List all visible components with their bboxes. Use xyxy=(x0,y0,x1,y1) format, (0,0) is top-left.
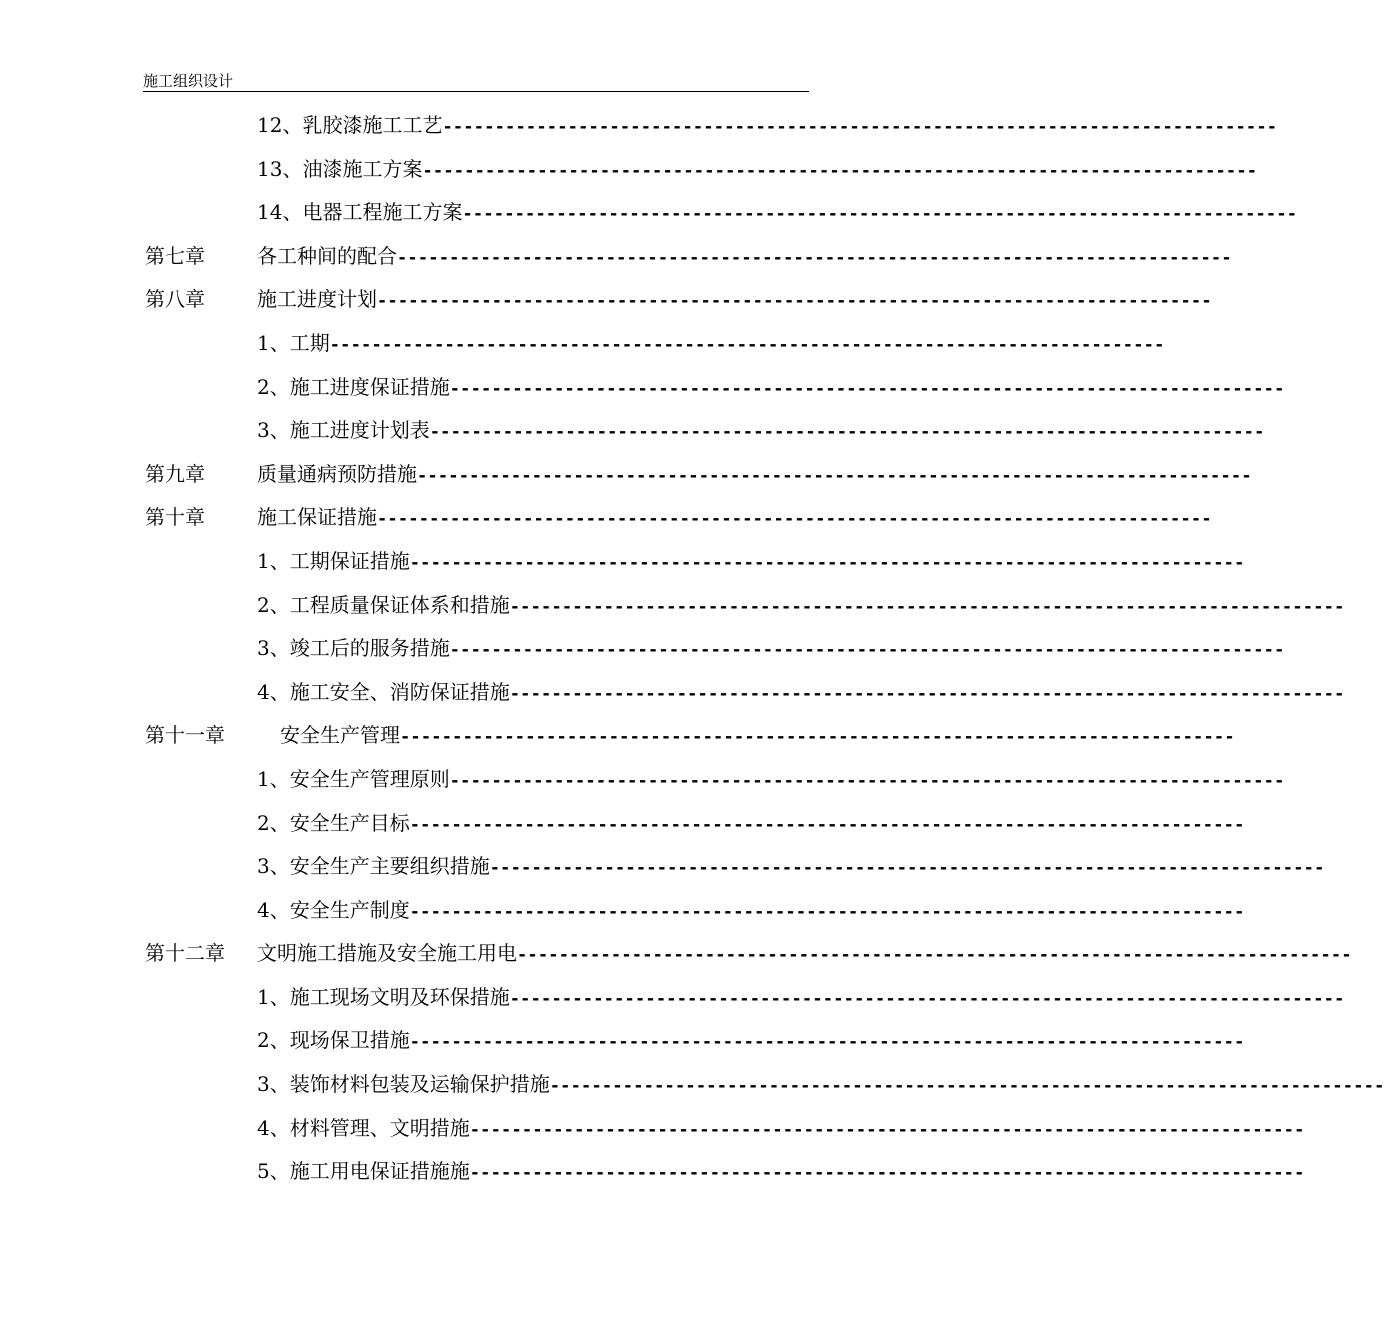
toc-section-row xyxy=(0,540,1245,584)
toc-entry xyxy=(257,366,1285,412)
toc-leader-dashes: -------------------------------------------------------------------------------- xyxy=(469,1119,1305,1140)
toc-section-row xyxy=(0,584,1345,628)
toc-entry xyxy=(257,278,1212,324)
toc-section-row xyxy=(0,845,1325,889)
toc-leader-dashes: -------------------------------------------------------------------------------- xyxy=(442,117,1278,137)
toc-leader-dashes: -------------------------------------------------------------------------------- xyxy=(489,858,1325,879)
toc-leader-dashes: -------------------------------------------------------------------------------- xyxy=(509,683,1345,704)
toc-entry-title: 施工进度计划 xyxy=(257,287,377,312)
toc-entry xyxy=(257,1019,1245,1065)
toc-leader-dashes: -------------------------------------------------------------------------------- xyxy=(422,160,1258,181)
toc-leader-dashes: -------------------------------------------------------------------------------- xyxy=(517,945,1352,966)
toc-leader-dashes: -------------------------------------------------------------------------------- xyxy=(449,378,1285,399)
toc-chapter-number: 第十章 xyxy=(145,505,205,530)
toc-section-row xyxy=(0,1150,1305,1194)
table-of-contents xyxy=(0,104,1385,1194)
toc-entry-title: 2、施工进度保证措施 xyxy=(257,374,450,399)
toc-leader-dashes: -------------------------------------------------------------------------------- xyxy=(462,204,1298,225)
toc-entry xyxy=(257,627,1285,673)
toc-entry xyxy=(257,889,1245,935)
toc-entry-title: 4、材料管理、文明措施 xyxy=(257,1115,470,1140)
toc-leader-dashes: -------------------------------------------------------------------------------- xyxy=(469,1163,1305,1184)
toc-entry-title: 3、装饰材料包装及运输保护措施 xyxy=(257,1072,550,1097)
toc-entry xyxy=(257,932,1352,978)
toc-entry-title: 4、施工安全、消防保证措施 xyxy=(257,679,510,704)
toc-entry xyxy=(257,1107,1305,1153)
page-header-title: 施工组织设计 xyxy=(143,72,234,90)
toc-entry-title: 2、安全生产目标 xyxy=(257,810,410,835)
toc-section-row xyxy=(0,148,1258,192)
toc-section-row xyxy=(0,889,1245,933)
toc-leader-dashes: -------------------------------------------------------------------------------- xyxy=(400,727,1235,748)
toc-leader-dashes: -------------------------------------------------------------------------------- xyxy=(377,291,1212,312)
toc-section-row xyxy=(0,191,1298,235)
toc-section-row xyxy=(0,104,1278,148)
toc-chapter-row xyxy=(0,932,1352,976)
toc-entry xyxy=(280,714,1235,760)
toc-leader-dashes: -------------------------------------------------------------------------------- xyxy=(509,596,1345,617)
toc-entry xyxy=(257,496,1212,542)
toc-chapter-row xyxy=(0,278,1212,322)
toc-chapter-row xyxy=(0,453,1252,497)
toc-entry xyxy=(257,148,1258,194)
toc-section-row xyxy=(0,366,1285,410)
toc-section-row xyxy=(0,976,1345,1020)
toc-entry xyxy=(257,235,1232,281)
toc-chapter-number: 第十二章 xyxy=(145,941,225,966)
toc-entry xyxy=(257,671,1345,717)
toc-leader-dashes: -------------------------------------------------------------------------------- xyxy=(329,334,1165,355)
toc-entry-title: 4、安全生产制度 xyxy=(257,897,410,922)
toc-leader-dashes: -------------------------------------------------------------------------------- xyxy=(409,901,1245,922)
toc-leader-dashes: -------------------------------------------------------------------------------- xyxy=(409,552,1245,573)
toc-entry xyxy=(257,322,1165,368)
toc-leader-dashes: -------------------------------------------------------------------------------- xyxy=(409,1032,1245,1053)
toc-entry-title: 1、工期保证措施 xyxy=(257,548,410,573)
toc-entry-title: 3、施工进度计划表 xyxy=(257,418,430,443)
toc-section-row xyxy=(0,1063,1385,1107)
toc-entry-title: 12、乳胶漆施工工艺 xyxy=(257,113,443,137)
toc-entry-title: 施工保证措施 xyxy=(257,505,377,530)
toc-chapter-number: 第九章 xyxy=(145,461,205,486)
toc-entry-title: 1、工期 xyxy=(257,330,330,355)
toc-entry-title: 3、安全生产主要组织措施 xyxy=(257,854,490,879)
toc-entry-title: 文明施工措施及安全施工用电 xyxy=(257,941,517,966)
toc-chapter-number: 第七章 xyxy=(145,243,205,268)
toc-entry-title: 安全生产管理 xyxy=(280,723,400,748)
toc-entry-title: 2、工程质量保证体系和措施 xyxy=(257,592,510,617)
toc-entry-title: 1、施工现场文明及环保措施 xyxy=(257,984,510,1009)
toc-entry xyxy=(257,976,1345,1022)
toc-entry xyxy=(257,758,1285,804)
toc-entry-title: 1、安全生产管理原则 xyxy=(257,766,450,791)
toc-entry-title: 5、施工用电保证措施施 xyxy=(257,1159,470,1184)
toc-entry xyxy=(257,104,1278,150)
toc-entry xyxy=(257,453,1252,499)
toc-entry xyxy=(257,584,1345,630)
toc-entry-title: 质量通病预防措施 xyxy=(257,461,417,486)
toc-entry-title: 2、现场保卫措施 xyxy=(257,1028,410,1053)
header-divider xyxy=(143,91,809,92)
toc-leader-dashes: -------------------------------------------------------------------------------- xyxy=(397,247,1232,268)
toc-chapter-row xyxy=(0,496,1212,540)
toc-leader-dashes: -------------------------------------------------------------------------------- xyxy=(429,422,1265,443)
toc-entry-title: 13、油漆施工方案 xyxy=(257,156,423,181)
toc-entry-title: 各工种间的配合 xyxy=(257,243,397,268)
toc-leader-dashes: -------------------------------------------------------------------------------- xyxy=(549,1076,1385,1097)
toc-section-row xyxy=(0,1107,1305,1151)
toc-section-row xyxy=(0,1019,1245,1063)
toc-section-row xyxy=(0,627,1285,671)
toc-entry xyxy=(257,1063,1385,1109)
toc-entry-title: 14、电器工程施工方案 xyxy=(257,200,463,225)
toc-leader-dashes: -------------------------------------------------------------------------------- xyxy=(509,988,1345,1009)
toc-chapter-row xyxy=(0,714,1235,758)
toc-chapter-number: 第八章 xyxy=(145,287,205,312)
toc-chapter-row xyxy=(0,235,1232,279)
toc-entry xyxy=(257,540,1245,586)
toc-leader-dashes: -------------------------------------------------------------------------------- xyxy=(409,814,1245,835)
toc-entry xyxy=(257,802,1245,848)
toc-entry xyxy=(257,1150,1305,1196)
toc-entry-title: 3、竣工后的服务措施 xyxy=(257,636,450,661)
toc-section-row xyxy=(0,322,1165,366)
toc-section-row xyxy=(0,758,1285,802)
toc-leader-dashes: -------------------------------------------------------------------------------- xyxy=(449,770,1285,791)
toc-leader-dashes: -------------------------------------------------------------------------------- xyxy=(377,509,1212,530)
toc-entry xyxy=(257,409,1265,455)
toc-leader-dashes: -------------------------------------------------------------------------------- xyxy=(417,465,1252,486)
toc-section-row xyxy=(0,802,1245,846)
toc-leader-dashes: -------------------------------------------------------------------------------- xyxy=(449,640,1285,661)
toc-entry xyxy=(257,845,1325,891)
toc-chapter-number: 第十一章 xyxy=(145,723,225,748)
toc-entry xyxy=(257,191,1298,237)
toc-section-row xyxy=(0,671,1345,715)
toc-section-row xyxy=(0,409,1265,453)
